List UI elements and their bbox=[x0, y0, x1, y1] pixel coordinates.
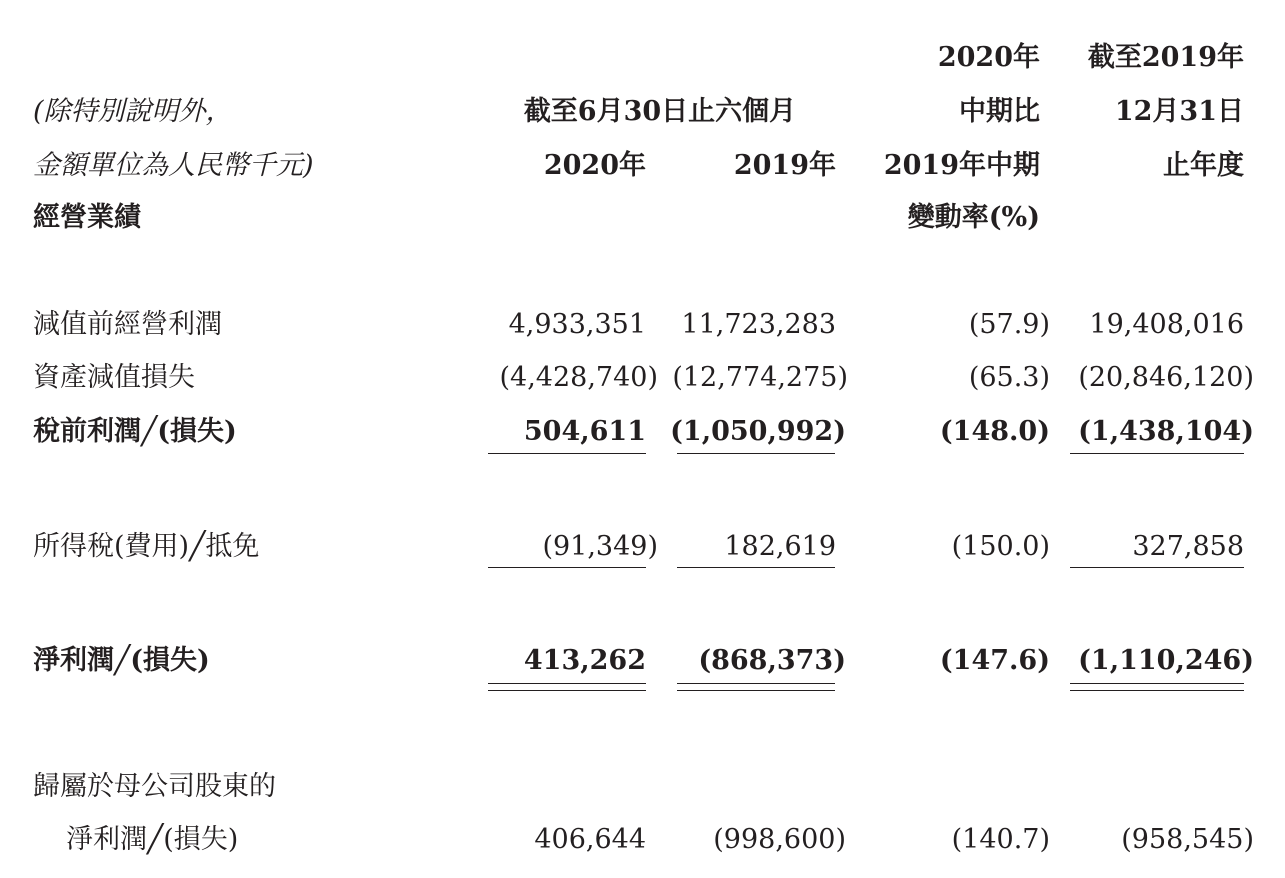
single-underline bbox=[488, 567, 646, 568]
cell-value: (1,050,992) bbox=[670, 416, 846, 447]
cell-value: (1,438,104) bbox=[1078, 416, 1254, 447]
cell-value: (958,545) bbox=[1121, 824, 1254, 855]
cell-value: (4,428,740) bbox=[499, 362, 658, 393]
cell-value: (1,110,246) bbox=[1078, 645, 1254, 676]
col-header-2019: 2019年 bbox=[733, 150, 836, 181]
double-underline-bottom bbox=[488, 690, 646, 691]
cell-value: 19,408,016 bbox=[1089, 309, 1244, 340]
cell-value: (998,600) bbox=[713, 824, 846, 855]
cell-value: 327,858 bbox=[1132, 531, 1244, 562]
single-underline bbox=[677, 453, 835, 454]
row-label-income-tax: 所得稅(費用)╱抵免 bbox=[33, 531, 260, 562]
cell-value: (91,349) bbox=[542, 531, 658, 562]
col-header-2020: 2020年 bbox=[543, 150, 646, 181]
single-underline bbox=[1070, 453, 1244, 454]
row-label-impairment-loss: 資產減值損失 bbox=[33, 362, 195, 393]
double-underline-top bbox=[677, 683, 835, 684]
cell-value: (148.0) bbox=[939, 416, 1050, 447]
fy-header-line2: 12月31日 bbox=[1114, 96, 1244, 127]
unit-note-line2: 金額單位為人民幣千元) bbox=[33, 150, 314, 181]
cell-value: (20,846,120) bbox=[1078, 362, 1254, 393]
single-underline bbox=[488, 453, 646, 454]
cell-value: (57.9) bbox=[968, 309, 1050, 340]
change-header-line4: 變動率(%) bbox=[907, 202, 1040, 233]
double-underline-top bbox=[488, 683, 646, 684]
cell-value: 182,619 bbox=[724, 531, 836, 562]
cell-value: (147.6) bbox=[939, 645, 1050, 676]
cell-value: 11,723,283 bbox=[681, 309, 836, 340]
single-underline bbox=[677, 567, 835, 568]
cell-value: 413,262 bbox=[523, 645, 646, 676]
row-label-attributable-line2: 淨利潤╱(損失) bbox=[66, 824, 239, 855]
cell-value: (868,373) bbox=[698, 645, 846, 676]
cell-value: 4,933,351 bbox=[508, 309, 646, 340]
fy-header-line3: 止年度 bbox=[1163, 150, 1244, 181]
row-label-attributable-line1: 歸屬於母公司股東的 bbox=[33, 771, 276, 802]
single-underline bbox=[1070, 567, 1244, 568]
unit-note-line1: (除特別說明外， bbox=[33, 96, 233, 127]
change-header-line3: 2019年中期 bbox=[883, 150, 1040, 181]
double-underline-bottom bbox=[677, 690, 835, 691]
row-label-operating-profit: 減值前經營利潤 bbox=[33, 309, 222, 340]
cell-value: 406,644 bbox=[534, 824, 646, 855]
cell-value: (150.0) bbox=[951, 531, 1050, 562]
double-underline-bottom bbox=[1070, 690, 1244, 691]
cell-value: 504,611 bbox=[523, 416, 646, 447]
cell-value: (12,774,275) bbox=[672, 362, 848, 393]
row-label-net-profit: 淨利潤╱(損失) bbox=[33, 645, 210, 676]
double-underline-top bbox=[1070, 683, 1244, 684]
change-header-line1: 2020年 bbox=[937, 42, 1040, 73]
section-title: 經營業績 bbox=[33, 202, 141, 233]
fy-header-line1: 截至2019年 bbox=[1087, 42, 1244, 73]
cell-value: (65.3) bbox=[968, 362, 1050, 393]
cell-value: (140.7) bbox=[951, 824, 1050, 855]
row-label-pretax-profit: 稅前利潤╱(損失) bbox=[33, 416, 237, 447]
period-group-header: 截至6月30日止六個月 bbox=[523, 96, 797, 127]
change-header-line2: 中期比 bbox=[959, 96, 1040, 127]
